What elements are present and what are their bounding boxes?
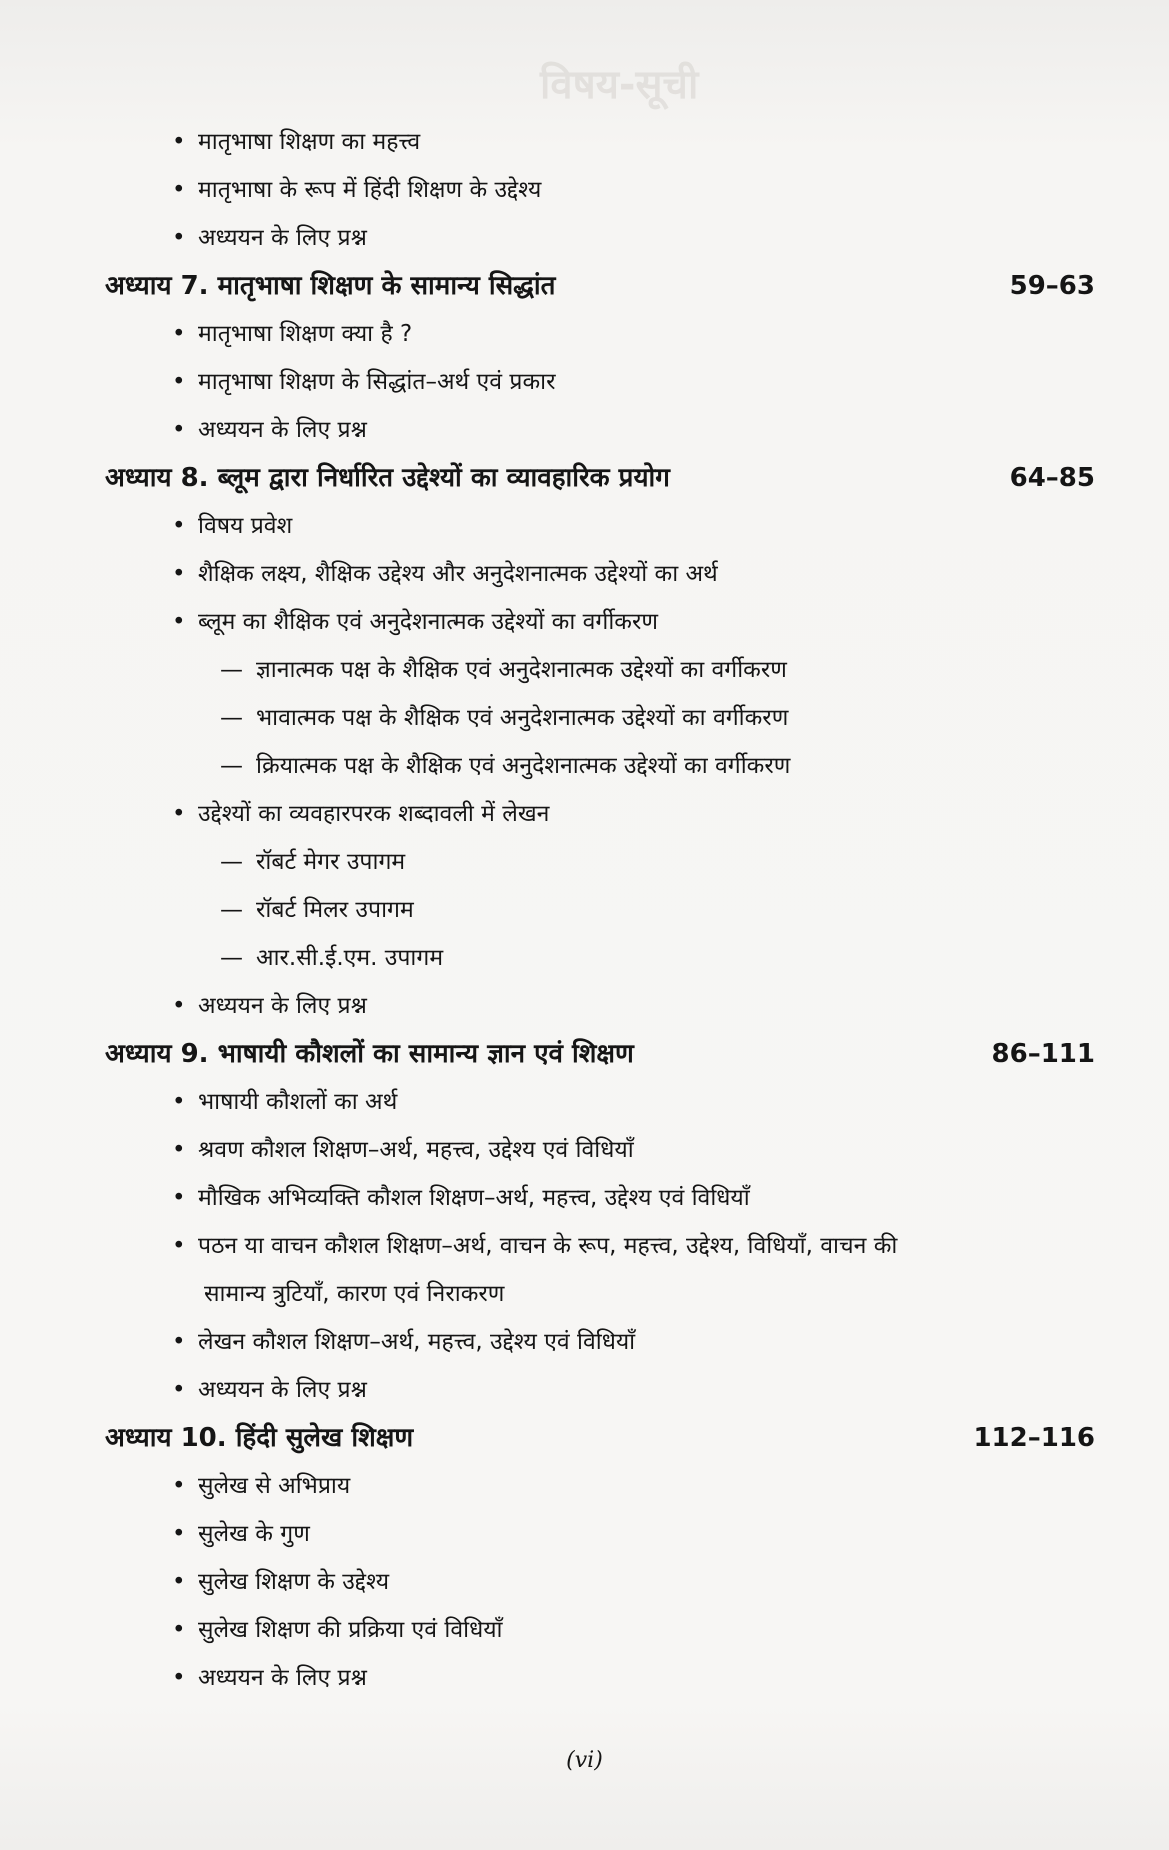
- toc-bullet-item: [100, 214, 1100, 262]
- dash-icon: —: [220, 753, 243, 779]
- bleed-through-heading: विषय-सूची: [540, 62, 699, 108]
- toc-bullet-item: [100, 1654, 1100, 1702]
- toc-item-text: अध्ययन के लिए प्रश्न: [198, 993, 367, 1019]
- bullet-icon: •: [172, 129, 186, 155]
- bullet-icon: •: [172, 1137, 186, 1163]
- toc-item-text: मातृभाषा के रूप में हिंदी शिक्षण के उद्देश्य: [198, 177, 542, 203]
- toc-item-text: मातृभाषा शिक्षण का महत्त्व: [198, 129, 421, 155]
- toc-item-text: उद्देश्यों का व्यवहारपरक शब्दावली में लेखन: [198, 801, 550, 827]
- toc-item-text: ज्ञानात्मक पक्ष के शैक्षिक एवं अनुदेशनात्मक उद्देश्यों का वर्गीकरण: [256, 657, 787, 683]
- bullet-icon: •: [172, 1377, 186, 1403]
- dash-icon: —: [220, 849, 243, 875]
- toc-item-text: क्रियात्मक पक्ष के शैक्षिक एवं अनुदेशनात्मक उद्देश्यों का वर्गीकरण: [256, 753, 791, 779]
- bullet-icon: •: [172, 225, 186, 251]
- toc-bullet-item: [100, 982, 1100, 1030]
- bullet-icon: •: [172, 609, 186, 635]
- bullet-icon: •: [172, 1617, 186, 1643]
- toc-bullet-item: [100, 790, 1100, 838]
- chapter-title: अध्याय 9. भाषायी कौशलों का सामान्य ज्ञान एवं शिक्षण: [105, 1039, 634, 1069]
- toc-item-text: ब्लूम का शैक्षिक एवं अनुदेशनात्मक उद्देश्यों का वर्गीकरण: [198, 609, 659, 635]
- bullet-icon: •: [172, 1185, 186, 1211]
- bullet-icon: •: [172, 513, 186, 539]
- toc-bullet-item: [100, 406, 1100, 454]
- toc-bullet-item: [100, 502, 1100, 550]
- toc-bullet-item: [100, 1126, 1100, 1174]
- toc-sub-item: [100, 934, 1100, 982]
- dash-icon: —: [220, 897, 243, 923]
- bullet-icon: •: [172, 993, 186, 1019]
- bullet-icon: •: [172, 417, 186, 443]
- bullet-icon: •: [172, 1089, 186, 1115]
- bullet-icon: •: [172, 1521, 186, 1547]
- toc-item-text: आर.सी.ई.एम. उपागम: [256, 945, 444, 971]
- toc-item-text: रॉबर्ट मेगर उपागम: [256, 849, 406, 875]
- chapter-title: अध्याय 8. ब्लूम द्वारा निर्धारित उद्देश्यों का व्यावहारिक प्रयोग: [105, 463, 670, 493]
- toc-item-text: पठन या वाचन कौशल शिक्षण–अर्थ, वाचन के रूप, महत्त्व, उद्देश्य, विधियाँ, वाचन की: [198, 1233, 898, 1259]
- chapter-heading: [100, 1030, 1100, 1078]
- toc-bullet-item: [100, 1558, 1100, 1606]
- toc-sub-item: [100, 886, 1100, 934]
- toc-item-text: रॉबर्ट मिलर उपागम: [256, 897, 414, 923]
- toc-item-text: विषय प्रवेश: [198, 513, 293, 539]
- bullet-icon: •: [172, 1665, 186, 1691]
- toc-sub-item: [100, 838, 1100, 886]
- toc-bullet-item: [100, 1510, 1100, 1558]
- toc-item-text: श्रवण कौशल शिक्षण–अर्थ, महत्त्व, उद्देश्य एवं विधियाँ: [198, 1137, 634, 1163]
- toc-item-text: मातृभाषा शिक्षण के सिद्धांत–अर्थ एवं प्रकार: [198, 369, 556, 395]
- toc-item-text: अध्ययन के लिए प्रश्न: [198, 417, 367, 443]
- toc-bullet-item: [100, 598, 1100, 646]
- bullet-icon: •: [172, 321, 186, 347]
- toc-item-text: सुलेख शिक्षण के उद्देश्य: [198, 1569, 390, 1595]
- toc-item-text: सुलेख शिक्षण की प्रक्रिया एवं विधियाँ: [198, 1617, 503, 1643]
- bullet-icon: •: [172, 1329, 186, 1355]
- chapter-page-range: 86–111: [991, 1039, 1095, 1069]
- chapter-heading: [100, 454, 1100, 502]
- dash-icon: —: [220, 657, 243, 683]
- toc-item-text: अध्ययन के लिए प्रश्न: [198, 1377, 367, 1403]
- toc-item-text: अध्ययन के लिए प्रश्न: [198, 225, 367, 251]
- toc-bullet-item: [100, 1078, 1100, 1126]
- toc-sub-item: [100, 646, 1100, 694]
- chapter-title: अध्याय 10. हिंदी सुलेख शिक्षण: [105, 1423, 414, 1453]
- toc-sub-item: [100, 694, 1100, 742]
- bullet-icon: •: [172, 1233, 186, 1259]
- bullet-icon: •: [172, 1473, 186, 1499]
- bullet-icon: •: [172, 801, 186, 827]
- dash-icon: —: [220, 705, 243, 731]
- toc-bullet-item: [100, 310, 1100, 358]
- toc-item-text: सुलेख से अभिप्राय: [198, 1473, 351, 1499]
- dash-icon: —: [220, 945, 243, 971]
- toc-bullet-item: [100, 550, 1100, 598]
- toc-sub-item: [100, 742, 1100, 790]
- toc-bullet-item: [100, 1366, 1100, 1414]
- toc-bullet-item: [100, 1606, 1100, 1654]
- toc-bullet-item: [100, 1222, 1100, 1270]
- toc-bullet-item: [100, 166, 1100, 214]
- bullet-icon: •: [172, 369, 186, 395]
- chapter-page-range: 64–85: [1009, 463, 1095, 493]
- chapter-page-range: 59–63: [1009, 271, 1095, 301]
- chapter-title: अध्याय 7. मातृभाषा शिक्षण के सामान्य सिद्धांत: [105, 271, 556, 301]
- toc-continuation-line: सामान्य त्रुटियाँ, कारण एवं निराकरण: [204, 1281, 505, 1307]
- toc-bullet-item: [100, 118, 1100, 166]
- chapter-heading: [100, 262, 1100, 310]
- toc-item-text: अध्ययन के लिए प्रश्न: [198, 1665, 367, 1691]
- toc-item-text: मातृभाषा शिक्षण क्या है ?: [198, 321, 413, 347]
- toc-item-text: सुलेख के गुण: [198, 1521, 310, 1547]
- bullet-icon: •: [172, 561, 186, 587]
- bullet-icon: •: [172, 1569, 186, 1595]
- toc-item-text: भावात्मक पक्ष के शैक्षिक एवं अनुदेशनात्मक उद्देश्यों का वर्गीकरण: [256, 705, 789, 731]
- bullet-icon: •: [172, 177, 186, 203]
- toc-bullet-item: [100, 1318, 1100, 1366]
- page-number: (vi): [566, 1748, 603, 1773]
- toc-bullet-item: [100, 358, 1100, 406]
- toc-item-text: मौखिक अभिव्यक्ति कौशल शिक्षण–अर्थ, महत्त्व, उद्देश्य एवं विधियाँ: [198, 1185, 750, 1211]
- chapter-page-range: 112–116: [973, 1423, 1095, 1453]
- toc-bullet-item: [100, 1174, 1100, 1222]
- toc-item-text: लेखन कौशल शिक्षण–अर्थ, महत्त्व, उद्देश्य एवं विधियाँ: [198, 1329, 636, 1355]
- toc-item-text: शैक्षिक लक्ष्य, शैक्षिक उद्देश्य और अनुदेशनात्मक उद्देश्यों का अर्थ: [198, 561, 718, 587]
- toc-item-text: भाषायी कौशलों का अर्थ: [198, 1089, 398, 1115]
- table-of-contents: [100, 118, 1100, 1702]
- toc-bullet-item: [100, 1462, 1100, 1510]
- chapter-heading: [100, 1414, 1100, 1462]
